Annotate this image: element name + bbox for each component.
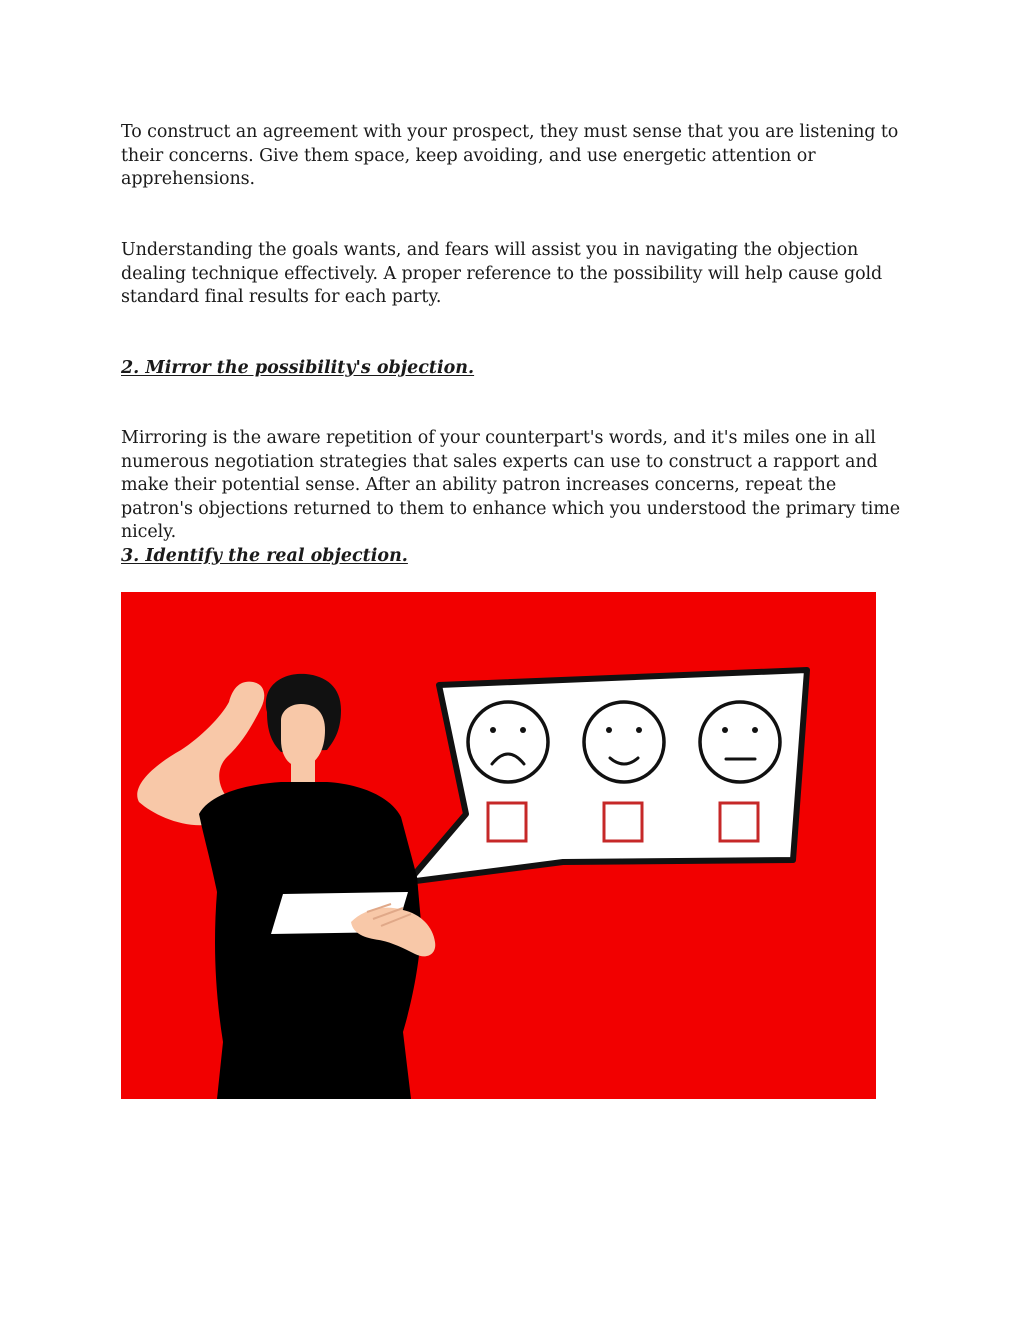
checkbox-sad bbox=[488, 803, 526, 841]
illustration-svg bbox=[121, 592, 876, 1099]
sad-face-icon bbox=[468, 702, 548, 782]
paragraph-understanding-goals: Understanding the goals wants, and fears will assist you in navigating the objection dealing technique effectively. A proper reference to the possibility will help cause gold standard final results for each party. bbox=[121, 240, 883, 308]
checkbox-smile bbox=[604, 803, 642, 841]
heading-identify-objection: 3. Identify the real objection. bbox=[121, 546, 408, 566]
checkbox-neutral bbox=[720, 803, 758, 841]
paragraph-mirroring: Mirroring is the aware repetition of your counterpart's words, and it's miles one in all numerous negotiation strategies that sales experts can use to construct a rapport and make their potential sense. After an ability patron increases concerns, repeat the patron's objections returned to them to enhance which you understood the primary time nicely. bbox=[121, 428, 901, 543]
confused-person-figure bbox=[137, 674, 435, 1099]
paragraph-agreement: To construct an agreement with your prospect, they must sense that you are listening to their concerns. Give them space, keep avoiding, and use energetic attention or apprehensions. bbox=[121, 122, 899, 190]
heading-mirror-objection: 2. Mirror the possibility's objection. bbox=[121, 358, 475, 378]
feedback-illustration bbox=[121, 592, 876, 1099]
smiling-face-icon bbox=[584, 702, 664, 782]
neutral-face-icon bbox=[700, 702, 780, 782]
